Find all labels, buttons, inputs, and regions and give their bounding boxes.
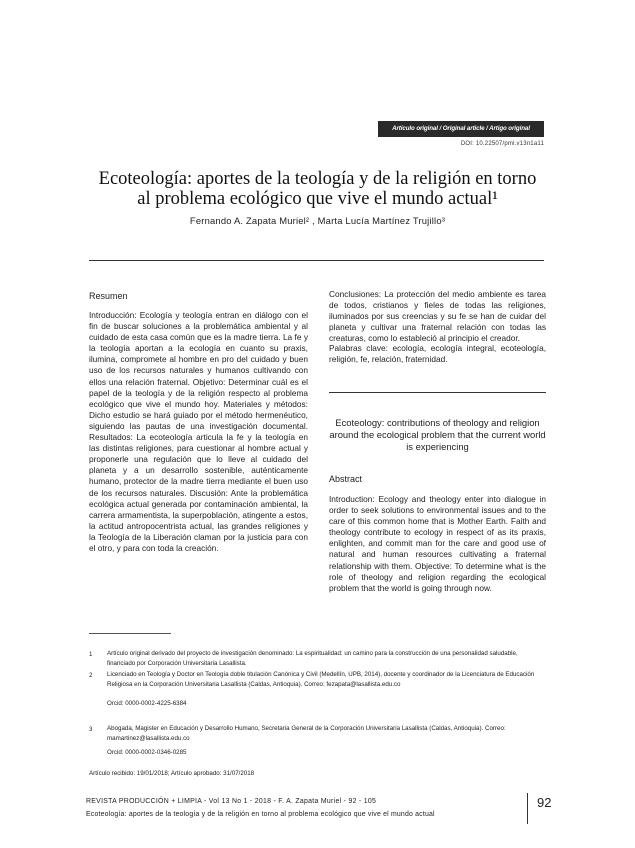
authors: Fernando A. Zapata Muriel² , Marta Lucía Martínez Trujillo³ <box>189 215 446 226</box>
footnote-1: Artículo original derivado del proyecto de investigación denominado: La espiritualidad: un camino para la construcción de una personalidad saludable, financiado por Corporación Universitaria Lasallista. <box>107 650 518 667</box>
article-type-badge: Artículo original / Original article / Artigo original <box>378 121 544 137</box>
journal-citation: REVISTA PRODUCCIÓN + LIMPIA - Vol 13 No 1 - 2018 - F. A. Zapata Muriel - 92 - 105 <box>86 798 377 805</box>
title-line-1: Ecoteología: aportes de la teología y de la religión en torno <box>98 169 537 189</box>
doi[interactable]: DOI: 10.22507/pml.v13n1a11 <box>460 141 544 147</box>
page-number: 92 <box>537 795 552 810</box>
footnote-number: 1 <box>89 651 93 658</box>
footnote-3: Abogada, Magister en Educación y Desarrollo Humano, Secretaria General de la Corporación Universitaria Lasallista (Caldas, Antioquia). Correo: mamartinez@lasallista.edu.co <box>107 725 506 742</box>
header-rule <box>89 260 544 261</box>
abstract-body: Introduction: Ecology and theology enter into dialogue in order to seek solutions to environmental issues and to the care of this common home that is Mother Earth. Faith and theology contribute to ecology in respect of as its praxis, enlighten, and commit man for the care and good use of natural and human resources cultivating a fraternal relationship with them. Objective: To determine what is the role of theology and religion regarding the ecological problem that the world is going through now. <box>329 494 546 593</box>
english-title: Ecoteology: contributions of theology and religion around the ecological problem that the current world is experiencing <box>329 417 546 452</box>
footnote-rule <box>89 633 171 634</box>
footer-divider <box>527 793 528 824</box>
footnote-number: 2 <box>89 672 93 679</box>
footnote-2: Licenciado en Teología y Doctor en Teología doble titulación Canónica y Civil (Medellín, UPB, 2014), docente y coordinador de la Licenciatura de Educación Religiosa en la Corporación Universitaria Lasallista (Caldas, Antioquia). Correo: fezapata@lasallista.edu.co <box>107 671 535 688</box>
footnote-2-orcid[interactable]: Orcid: 0000-0002-4225-6384 <box>107 700 187 707</box>
article-dates: Artículo recibido: 19/01/2018; Artículo aprobado: 31/07/2018 <box>89 770 255 777</box>
english-section-rule <box>329 392 546 393</box>
resumen-heading: Resumen <box>89 291 128 301</box>
footnote-number: 3 <box>89 726 93 733</box>
conclusiones: Conclusiones: La protección del medio ambiente es tarea de todos, cristianos y fieles de todas las religiones, iluminados por sus creencias y su fe se han de cuidar del planeta y cultivar una fraternal relación con todas las creaturas, como lo estableció al principio el creador. <box>329 289 546 344</box>
article-title <box>60 169 575 209</box>
abstract-heading: Abstract <box>329 474 363 484</box>
resumen-body: Introducción: Ecología y teología entran en diálogo con el fin de buscar soluciones a la problemática ambiental y al cuidado de esta casa común que es la madre tierra. La fe y la teología aportan a la ecología en cuanto su praxis, ilumina, compromete al hombre en pro del cuidado y buen uso de los recursos naturales y humanos cultivando con ellos una relación fraternal. Objetivo: Determinar cuál es el papel de la teología y de la religión respecto al problema ecológico que vive el mundo hoy. Materiales y métodos: Dicho estudio se hará guiado por el método hermenéutico, siguiendo las pautas de una investigación documental. Resultados: La ecoteología articula la fe y la teología en las distintas religiones, para cuestionar al hombre actual y proponerle una regulación que lo lleve al cuidado del planeta y a un desarrollo sostenible, auténticamente humano, protector de la madre tierra mediante el buen uso de los recursos naturales. Discusión: Ante la problemática ecológica actual generada por contaminación ambiental, la carrera armamentista, la superpoblación, atingente a estos, la actitud antropocentrista actual, las grandes religiones y la Teología de la Liberación claman por la justicia para con el otro, y para con toda la creación. <box>89 310 308 553</box>
footnote-3-orcid[interactable]: Orcid: 0000-0002-0346-0285 <box>107 749 187 756</box>
title-line-2: al problema ecológico que vive el mundo actual¹ <box>137 189 498 209</box>
running-title: Ecoteología: aportes de la teología y de la religión en torno al problema ecológico que vive el mundo actual <box>86 811 435 818</box>
palabras-clave: Palabras clave: ecología, ecología integral, ecoteología, religión, fe, relación, fraternidad. <box>329 343 546 365</box>
